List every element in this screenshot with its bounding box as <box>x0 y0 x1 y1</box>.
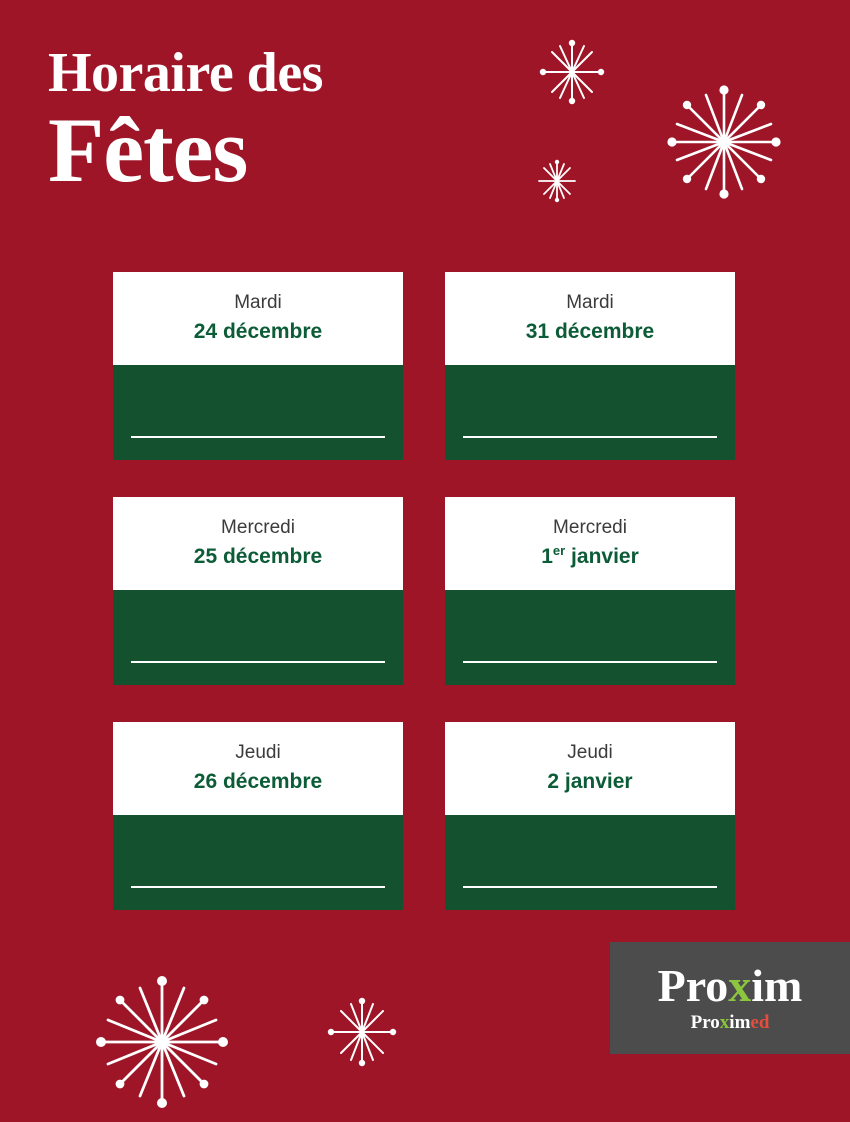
write-in-line <box>463 661 717 663</box>
date-month: janvier <box>565 545 639 568</box>
date-card-header <box>445 272 735 365</box>
date-card-hours-area <box>445 590 735 685</box>
date-card-header <box>113 722 403 815</box>
date-card <box>113 722 403 910</box>
write-in-line <box>131 661 385 663</box>
snowflake-icon-large-top <box>660 78 788 206</box>
date-card-header <box>445 497 735 590</box>
date-card-hours-area <box>445 815 735 910</box>
date-card-day: Mardi <box>566 292 614 313</box>
logo-sub-mid: im <box>729 1012 751 1033</box>
snowflake-icon-large-bottom <box>82 962 242 1122</box>
snowflake-icon-small-top <box>536 36 608 108</box>
date-card-header <box>113 497 403 590</box>
logo-sub-x-icon: x <box>719 1012 730 1033</box>
page-title <box>48 42 323 201</box>
title-line-1: Horaire des <box>48 42 323 104</box>
date-card-date: 25 décembre <box>193 545 323 568</box>
proxim-logo <box>610 942 850 1054</box>
date-ordinal-suffix: er <box>552 543 566 558</box>
title-line-2: Fêtes <box>48 99 248 201</box>
date-card-day: Jeudi <box>235 742 281 763</box>
date-card-day: Mercredi <box>221 517 295 538</box>
snowflake-icon-small-bottom <box>322 992 402 1072</box>
write-in-line <box>131 436 385 438</box>
date-card-day: Jeudi <box>567 742 613 763</box>
date-card-header <box>113 272 403 365</box>
write-in-line <box>131 886 385 888</box>
logo-sub-end: ed <box>750 1012 770 1033</box>
date-card <box>445 497 735 685</box>
date-card-date: 26 décembre <box>193 770 323 793</box>
date-card-day: Mercredi <box>553 517 627 538</box>
date-card-grid <box>113 272 735 910</box>
date-card <box>445 722 735 910</box>
logo-x-icon: x <box>728 960 752 1011</box>
logo-subbrand <box>691 1013 770 1033</box>
date-card <box>113 497 403 685</box>
date-card-hours-area <box>113 590 403 685</box>
date-card <box>445 272 735 460</box>
date-card <box>113 272 403 460</box>
date-card-day: Mardi <box>234 292 282 313</box>
date-card-hours-area <box>113 365 403 460</box>
logo-sub-before: Pro <box>690 1012 720 1033</box>
date-card-date: 31 décembre <box>525 320 655 343</box>
snowflake-icon-tiny-top <box>534 158 580 204</box>
date-card-hours-area <box>445 365 735 460</box>
date-card-date: 2 janvier <box>547 770 633 793</box>
date-number: 1 <box>541 545 553 568</box>
date-card-date: 24 décembre <box>193 320 323 343</box>
logo-name-before: Pro <box>657 960 729 1011</box>
write-in-line <box>463 886 717 888</box>
date-card-hours-area <box>113 815 403 910</box>
date-card-header <box>445 722 735 815</box>
date-card-date <box>445 543 735 571</box>
logo-name-after: im <box>751 960 803 1011</box>
logo-wordmark <box>657 960 803 1011</box>
write-in-line <box>463 436 717 438</box>
